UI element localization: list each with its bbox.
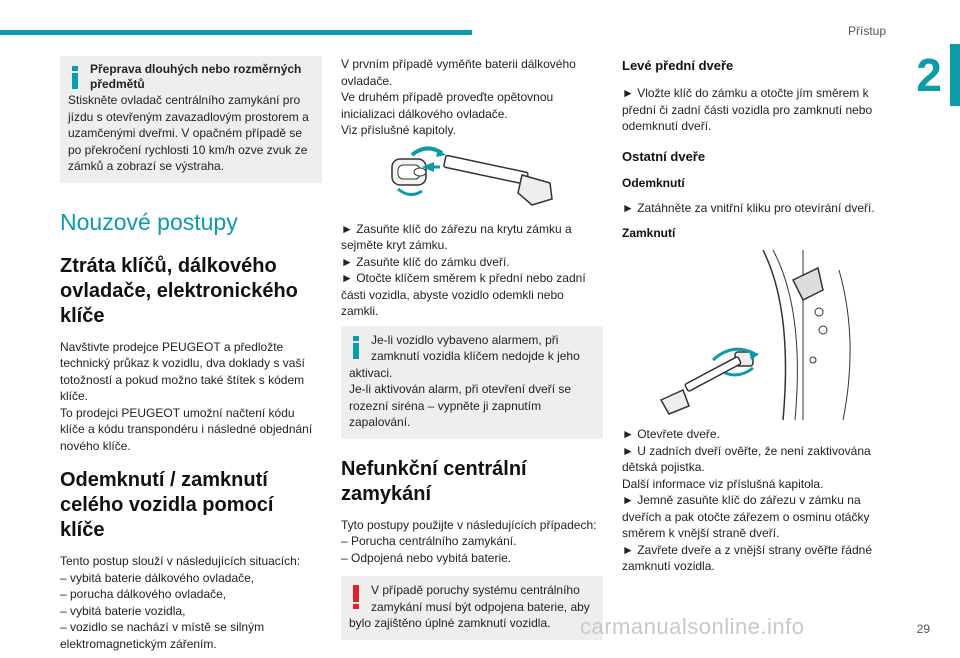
heading-lock: Zamknutí <box>622 226 676 240</box>
list-item: – porucha dálkového ovladače, <box>60 587 227 601</box>
step: ► Jemně zasuňte klíč do zářezu v zámku na dveřích a pak otočte zářezem o osminu otáčky směrem k vnější straně dveří. <box>622 493 870 540</box>
column-1 <box>60 56 322 658</box>
paragraph: Navštivte prodejce PEUGEOT a předložte technický průkaz k vozidlu, dva doklady s vaší totožností a pokud možno také štítek s kódem klíče. <box>60 339 305 403</box>
note-text: Je-li aktivován alarm, při otevření dveří se rozezní siréna – vypněte ji zapnutím zapalování. <box>349 382 572 429</box>
chapter-number: 2 <box>898 44 960 106</box>
info-note-transport <box>60 56 322 183</box>
note-title: Přeprava dlouhých nebo rozměrných předmětů <box>90 62 302 91</box>
paragraph: V prvním případě vyměňte baterii dálkového ovladače. <box>341 57 576 88</box>
section-title: Nouzové postupy <box>60 208 238 235</box>
page-number: 29 <box>916 622 930 636</box>
heading-unlock: Odemknutí <box>622 175 685 190</box>
list-item: – vozidlo se nachází v místě se silným elektromagnetickým zářením. <box>60 620 265 651</box>
paragraph: Tento postup slouží v následujících situacích: <box>60 554 301 568</box>
step: ► Otevřete dveře. <box>622 427 720 441</box>
chapter-tab <box>950 44 960 106</box>
info-icon <box>66 64 86 90</box>
info-note-alarm <box>341 326 603 439</box>
note-body: Stiskněte ovladač centrálního zamykání pro jízdu s otevřeným zavazadlovým prostorem a uzamčenými dveřmi. V opačném případě se po překročení rychlosti 10 km/h ozve zvuk ze zámků a zobrazí se výstraha. <box>68 93 309 173</box>
step: ► U zadních dveří ověřte, že není zaktivována dětská pojistka. <box>622 443 871 474</box>
warning-icon <box>347 584 367 610</box>
heading-lost-keys: Ztráta klíčů, dálkového ovladače, elektronického klíče <box>60 254 298 327</box>
warning-text: V případě poruchy systému centrálního zamykání musí být odpojena baterie, aby bylo zajištěno úplné zamknutí vozidla. <box>349 583 590 630</box>
list-item: – vybitá baterie vozidla, <box>60 603 186 618</box>
paragraph: Viz příslušné kapitoly. <box>341 123 456 137</box>
column-3 <box>622 58 884 581</box>
section-name: Přístup <box>847 24 886 38</box>
step: ► Vložte klíč do zámku a otočte jím směrem k přední či zadní části vozidla pro zamknutí nebo odemknutí dveří. <box>622 86 873 133</box>
watermark: carmanualsonline.info <box>580 614 805 639</box>
list-item: – Odpojená nebo vybitá baterie. <box>341 550 512 565</box>
step: ► Zasuňte klíč do zářezu na krytu zámku a sejměte kryt zámku. <box>341 221 572 252</box>
key-lock-cover-illustration <box>382 145 562 211</box>
list-item: – Porucha centrálního zamykání. <box>341 534 517 548</box>
heading-other-doors: Ostatní dveře <box>622 148 706 164</box>
heading-left-front-door: Levé přední dveře <box>622 58 734 73</box>
paragraph: Další informace viz příslušná kapitola. <box>622 476 824 491</box>
step: ► Zavřete dveře a z vnější strany ověřte řádné zamknutí vozidla. <box>622 542 872 573</box>
heading-unlock-lock-key: Odemknutí / zamknutí celého vozidla pomocí klíče <box>60 469 274 541</box>
list-item: – vybitá baterie dálkového ovladače, <box>60 570 255 585</box>
paragraph: To prodejci PEUGEOT umožní načtení kódu klíče a kódu transpondéru i následné objednání nového klíče. <box>60 405 313 453</box>
paragraph: Ve druhém případě proveďte opětovnou inicializaci dálkového ovladače. <box>341 90 554 121</box>
heading-central-locking: Nefunkční centrální zamykání <box>341 457 527 505</box>
step: ► Zatáhněte za vnitřní kliku pro otevírání dveří. <box>622 200 875 215</box>
paragraph: Tyto postupy použijte v následujících případech: <box>341 517 597 532</box>
info-icon <box>347 334 367 360</box>
note-text: Je-li vozidlo vybaveno alarmem, při zamknutí vozidla klíčem nedojde k jeho aktivaci. <box>349 332 580 380</box>
door-lock-illustration <box>643 250 863 420</box>
step: ► Zasuňte klíč do zámku dveří. <box>341 254 510 269</box>
header-accent-bar <box>0 30 472 35</box>
step: ► Otočte klíčem směrem k přední nebo zadní části vozidla, abyste vozidlo odemkli nebo zamkli. <box>341 271 586 318</box>
warning-note <box>341 576 603 640</box>
column-2 <box>341 56 603 650</box>
